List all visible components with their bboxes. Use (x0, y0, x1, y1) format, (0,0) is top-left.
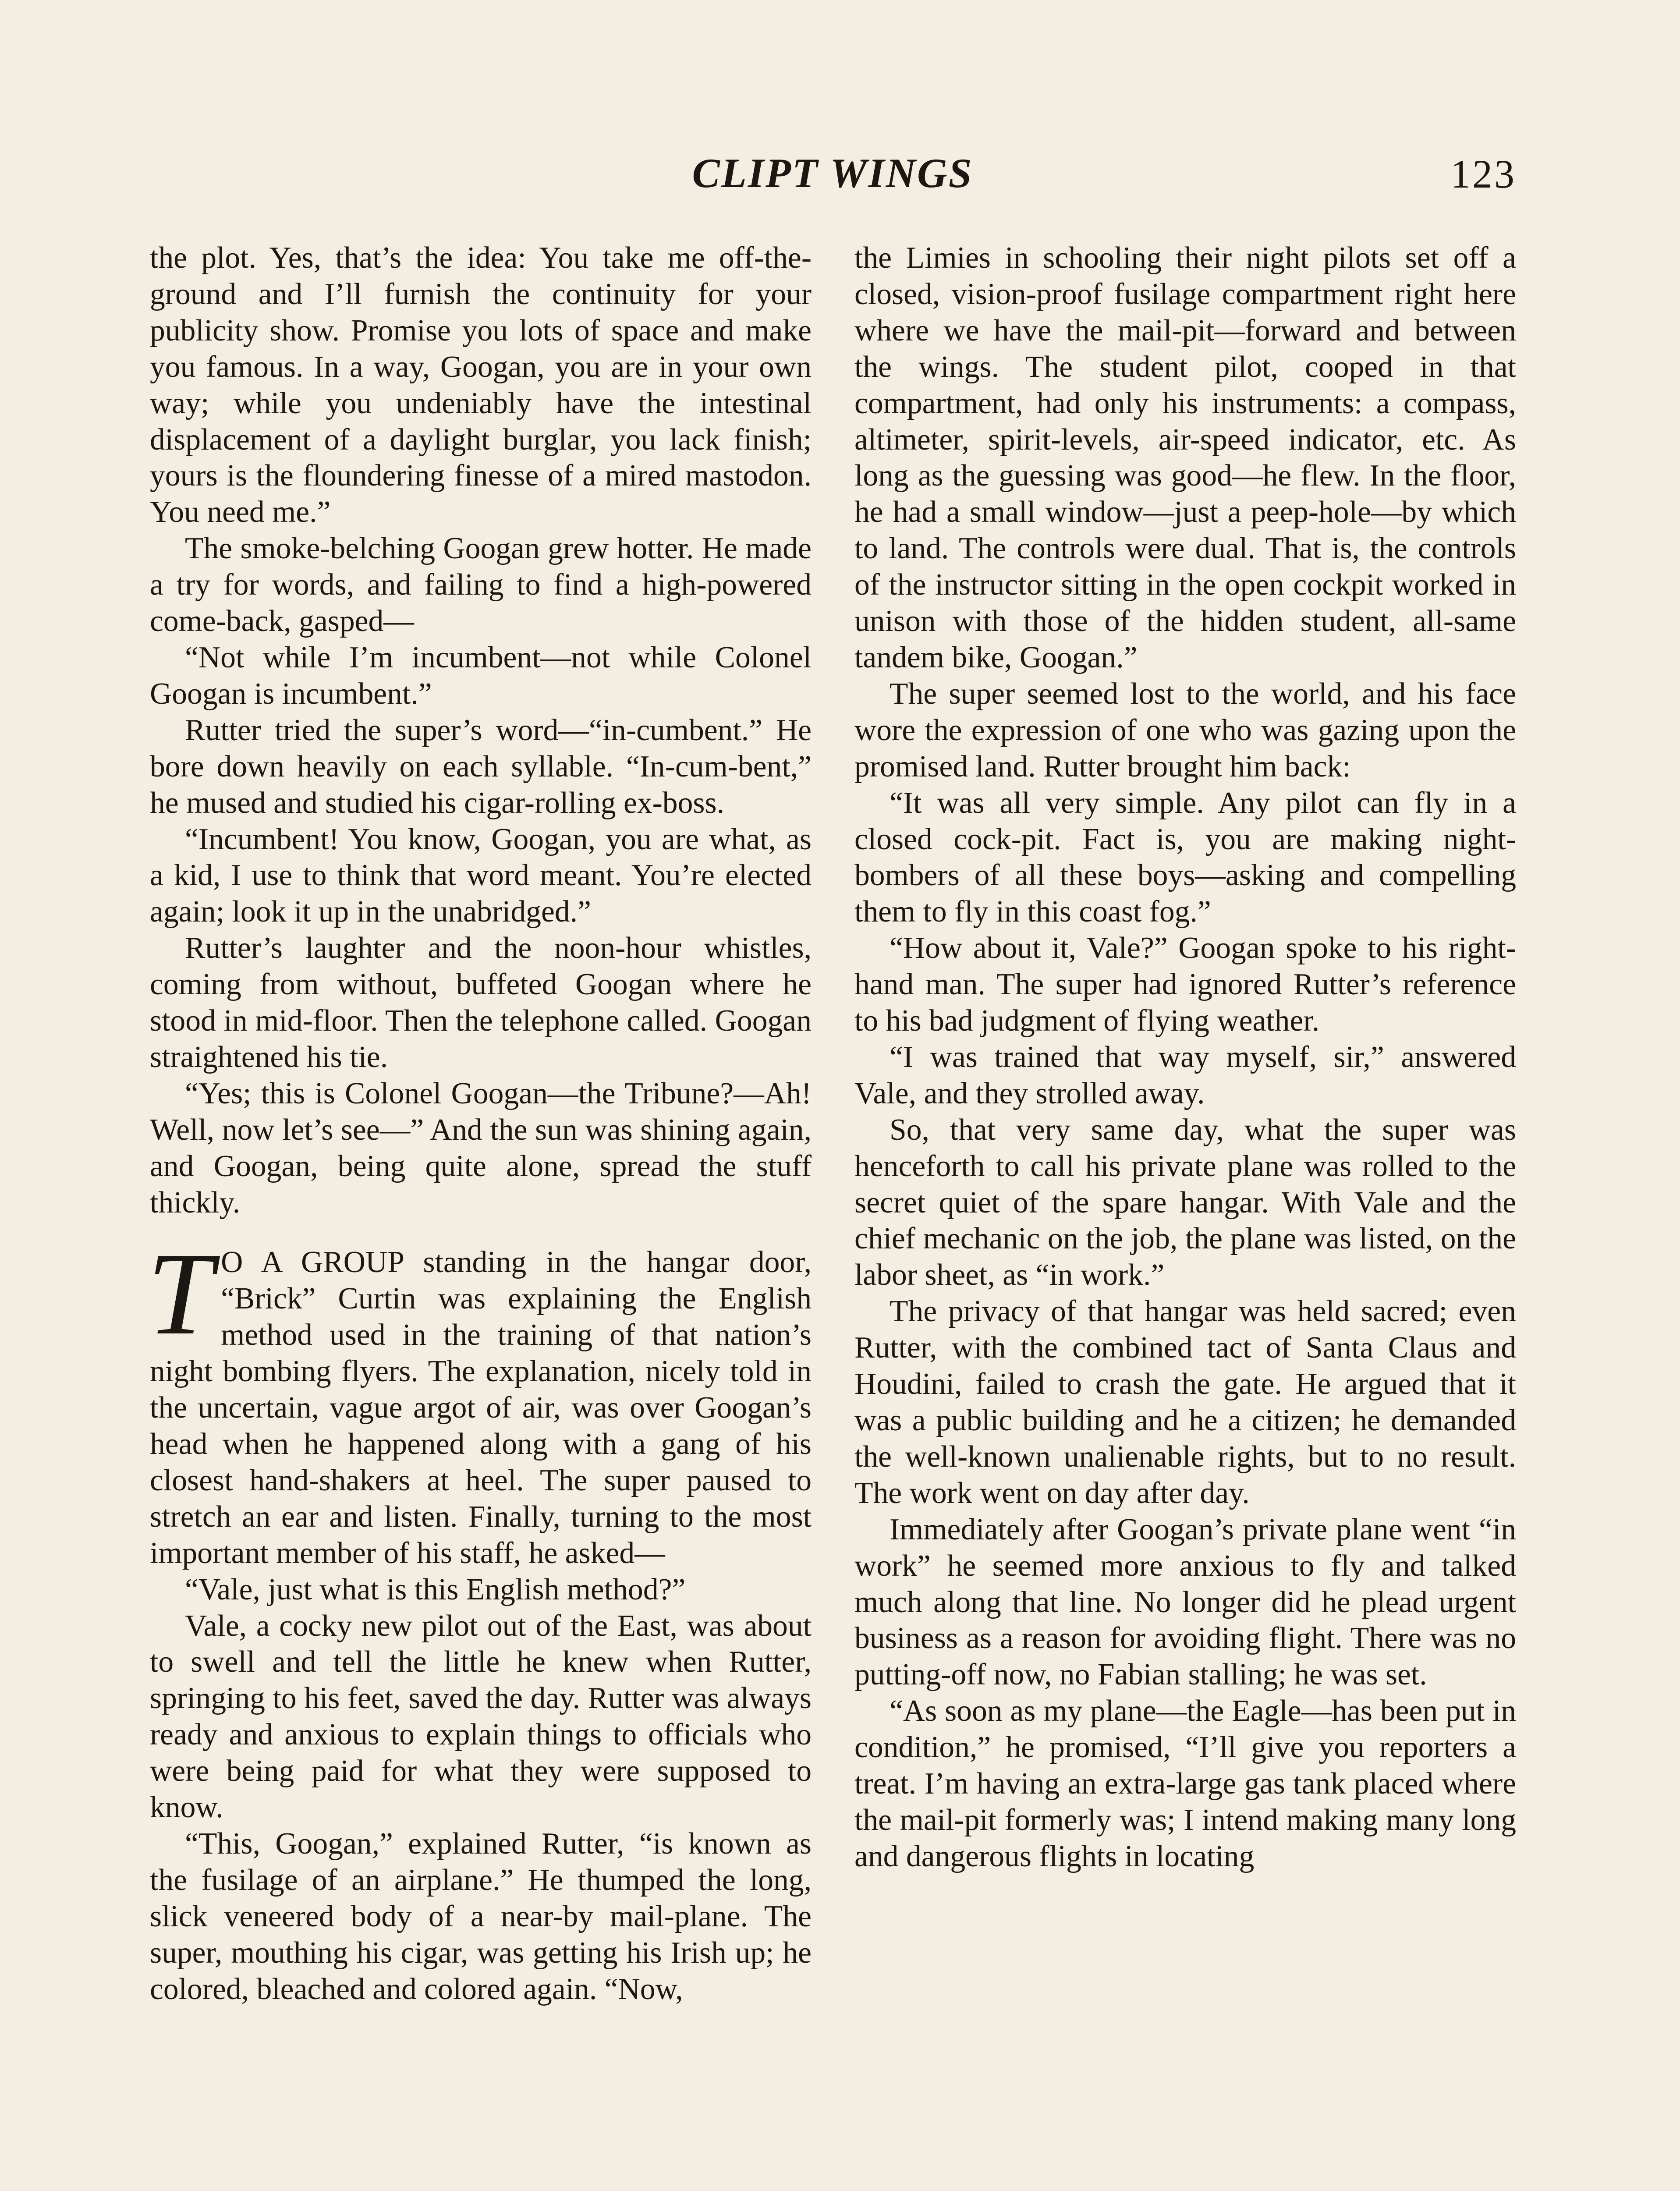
paragraph: “Incumbent! You know, Googan, you are what, as a kid, I use to think that word meant. You’re elected again; look it up in the unabridged.” (150, 822, 812, 929)
paragraph: “Yes; this is Colonel Googan—the Tribune?—Ah! Well, now let’s see—” And the sun was shining again, and Googan, being quite alone, spread the stuff thickly. (150, 1076, 812, 1220)
paragraph: the plot. Yes, that’s the idea: You take me off-the-ground and I’ll furnish the continuity for your publicity show. Promise you lots of space and make you famous. In a way, Googan, you are in your own way; while you undeniably have the intestinal displacement of a daylight burglar, you lack finish; yours is the floundering finesse of a mired mastodon. You need me.” (150, 241, 812, 529)
drop-cap: T (147, 1228, 213, 1360)
section-opening-text: O A GROUP standing in the hangar door, “Brick” Curtin was explaining the English method used in the training of that nation’s night bombing flyers. The explanation, nicely told in the uncertain, vague argot of air, was over Googan’s head when he happened along with a gang of his closest hand-shakers at heel. The super paused to stretch an ear and listen. Finally, turning to the most important member of his staff, he asked— (150, 1245, 812, 1570)
right-column (854, 240, 1516, 1875)
paragraph: the Limies in schooling their night pilots set off a closed, vision-proof fusilage compartment right here where we have the mail-pit—forward and between the wings. The student pilot, cooped in that compartment, had only his instruments: a compass, altimeter, spirit-levels, air-speed indicator, etc. As long as the guessing was good—he flew. In the floor, he had a small window—just a peep-hole—by which to land. The controls were dual. That is, the controls of the instructor sitting in the open cockpit worked in unison with those of the hidden student, all-same tandem bike, Googan.” (854, 241, 1516, 674)
paragraph: “Not while I’m incumbent—not while Colonel Googan is incumbent.” (150, 640, 812, 711)
paragraph: “This, Googan,” explained Rutter, “is known as the fusilage of an airplane.” He thumped the long, slick veneered body of a near-by mail-plane. The super, mouthing his cigar, was getting his Irish up; he colored, bleached and colored again. “Now, (150, 1826, 812, 2006)
paragraph: Vale, a cocky new pilot out of the East, was about to swell and tell the little he knew when Rutter, springing to his feet, saved the day. Rutter was always ready and anxious to explain things to officials who were being paid for what they were supposed to know. (150, 1609, 812, 1825)
left-column (147, 240, 812, 2008)
paragraph: The privacy of that hangar was held sacred; even Rutter, with the combined tact of Santa Claus and Houdini, failed to crash the gate. He argued that it was a public building and he a citizen; he demanded the well-known unalienable rights, but to no result. The work went on day after day. (854, 1294, 1516, 1510)
paragraph: So, that very same day, what the super was henceforth to call his private plane was rolled to the secret quiet of the spare hangar. With Vale and the chief mechanic on the job, the plane was listed, on the labor sheet, as “in work.” (854, 1113, 1516, 1292)
paragraph: “Vale, just what is this English method?” (185, 1572, 686, 1606)
paragraph: The smoke-belching Googan grew hotter. He made a try for words, and failing to find a high-powered come-back, gasped— (150, 532, 812, 638)
page-number: 123 (1450, 152, 1516, 196)
paragraph: Rutter’s laughter and the noon-hour whistles, coming from without, buffeted Googan where he stood in mid-floor. Then the telephone called. Googan straightened his tie. (150, 931, 812, 1074)
section-opening-paragraph (147, 1228, 812, 1571)
paragraph: “It was all very simple. Any pilot can fly in a closed cock-pit. Fact is, you are making night-bombers of all these boys—asking and compelling them to fly in this coast fog.” (854, 786, 1516, 929)
page-header (149, 149, 1516, 215)
paragraph: “How about it, Vale?” Googan spoke to his right-hand man. The super had ignored Rutter’s reference to his bad judgment of flying weather. (854, 931, 1516, 1038)
running-title: CLIPT WINGS (692, 150, 973, 196)
paragraph: The super seemed lost to the world, and his face wore the expression of one who was gazing upon the promised land. Rutter brought him back: (854, 677, 1516, 784)
paragraph: “I was trained that way myself, sir,” answered Vale, and they strolled away. (854, 1040, 1516, 1110)
paragraph: “As soon as my plane—the Eagle—has been put in condition,” he promised, “I’ll give you reporters a treat. I’m having an extra-large gas tank placed where the mail-pit formerly was; I intend making many long and dangerous flights in locating (854, 1694, 1516, 1873)
paragraph: Rutter tried the super’s word—“in-cumbent.” He bore down heavily on each syllable. “In-cum-bent,” he mused and studied his cigar-rolling ex-boss. (150, 713, 812, 820)
paragraph: Immediately after Googan’s private plane went “in work” he seemed more anxious to fly and talked much along that line. No longer did he plead urgent business as a reason for avoiding flight. There was no putting-off now, no Fabian stalling; he was set. (854, 1512, 1516, 1692)
